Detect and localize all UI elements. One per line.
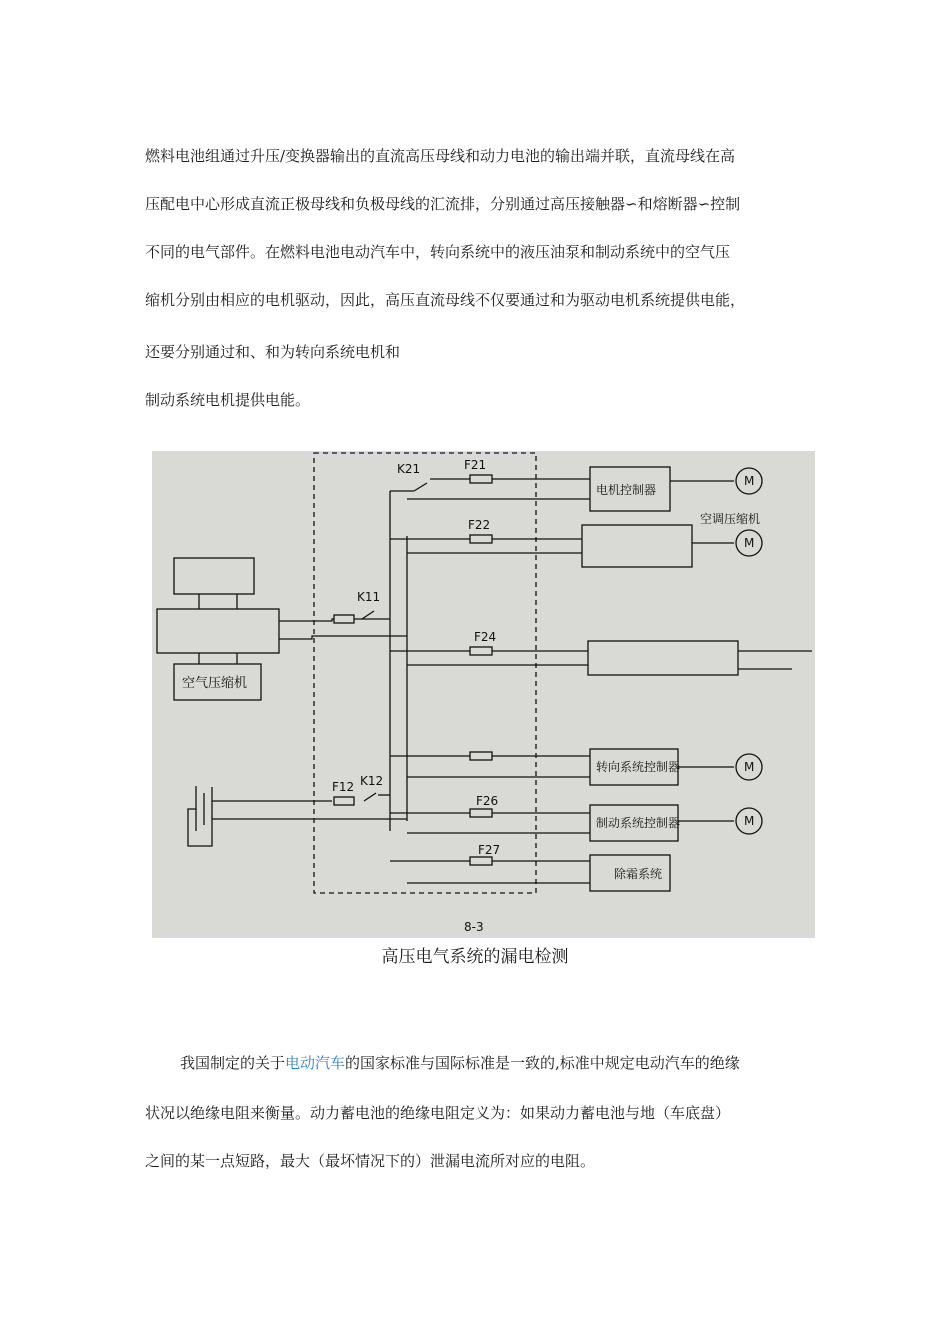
converter-box xyxy=(157,609,279,653)
label-ac-compressor: 空调压缩机 xyxy=(700,512,761,526)
label-steering-controller: 转向系统控制器 xyxy=(596,760,681,774)
label-f21: F21 xyxy=(464,458,487,472)
section-heading: 高压电气系统的漏电检测 xyxy=(381,947,569,967)
fuel-cell-box xyxy=(174,558,254,594)
motor-label-4: M xyxy=(744,814,755,828)
label-f12: F12 xyxy=(332,780,355,794)
motor-label-2: M xyxy=(744,536,755,550)
distribution-box xyxy=(314,453,536,893)
motor-label-1: M xyxy=(744,474,755,488)
label-f24: F24 xyxy=(474,630,497,644)
label-f26: F26 xyxy=(476,794,499,808)
circuit-diagram xyxy=(152,451,815,938)
label-brake-controller: 制动系统控制器 xyxy=(596,816,681,830)
paragraph2-line-2: 状况以绝缘电阻来衡量。动力蓄电池的绝缘电阻定义为：如果动力蓄电池与地（车底盘） xyxy=(145,1104,731,1122)
label-f27: F27 xyxy=(478,843,501,857)
paragraph1-line-2: 压配电中心形成直流正极母线和负极母线的汇流排，分别通过高压接触器∽和熔断器∽控制 xyxy=(145,195,741,213)
ac-controller-box xyxy=(582,525,692,567)
dcdc-box xyxy=(588,641,738,675)
label-motor-controller: 电机控制器 xyxy=(596,483,657,497)
paragraph2-suffix: 的国家标准与国际标准是一致的,标准中规定电动汽车的绝缘 xyxy=(345,1054,740,1072)
paragraph1-line-4: 缩机分别由相应的电机驱动，因此，高压直流母线不仅要通过和为驱动电机系统提供电能， xyxy=(145,291,746,309)
paragraph2-line-1 xyxy=(180,1052,740,1073)
label-f22: F22 xyxy=(468,518,491,532)
label-k11: K11 xyxy=(357,590,381,604)
label-k12: K12 xyxy=(360,774,384,788)
paragraph1-line-5: 还要分别通过和、和为转向系统电机和 xyxy=(145,343,401,361)
label-k21: K21 xyxy=(397,462,421,476)
paragraph1-line-6: 制动系统电机提供电能。 xyxy=(145,391,311,409)
motor-label-3: M xyxy=(744,760,755,774)
paragraph2-prefix: 我国制定的关于 xyxy=(180,1054,286,1072)
circuit-diagram-figure xyxy=(152,451,815,938)
paragraph1-line-3: 不同的电气部件。在燃料电池电动汽车中，转向系统中的液压油泵和制动系统中的空气压 xyxy=(145,243,731,261)
label-figure-number: 8-3 xyxy=(464,920,484,934)
label-defrost: 除霜系统 xyxy=(614,867,663,881)
paragraph2-line-3: 之间的某一点短路，最大（最坏情况下的）泄漏电流所对应的电阻。 xyxy=(145,1152,596,1170)
ev-link[interactable]: 电动汽车 xyxy=(285,1054,346,1072)
paragraph1-line-1: 燃料电池组通过升压/变换器输出的直流高压母线和动力电池的输出端并联，直流母线在高 xyxy=(145,147,736,165)
label-air-compressor: 空气压缩机 xyxy=(182,676,248,691)
